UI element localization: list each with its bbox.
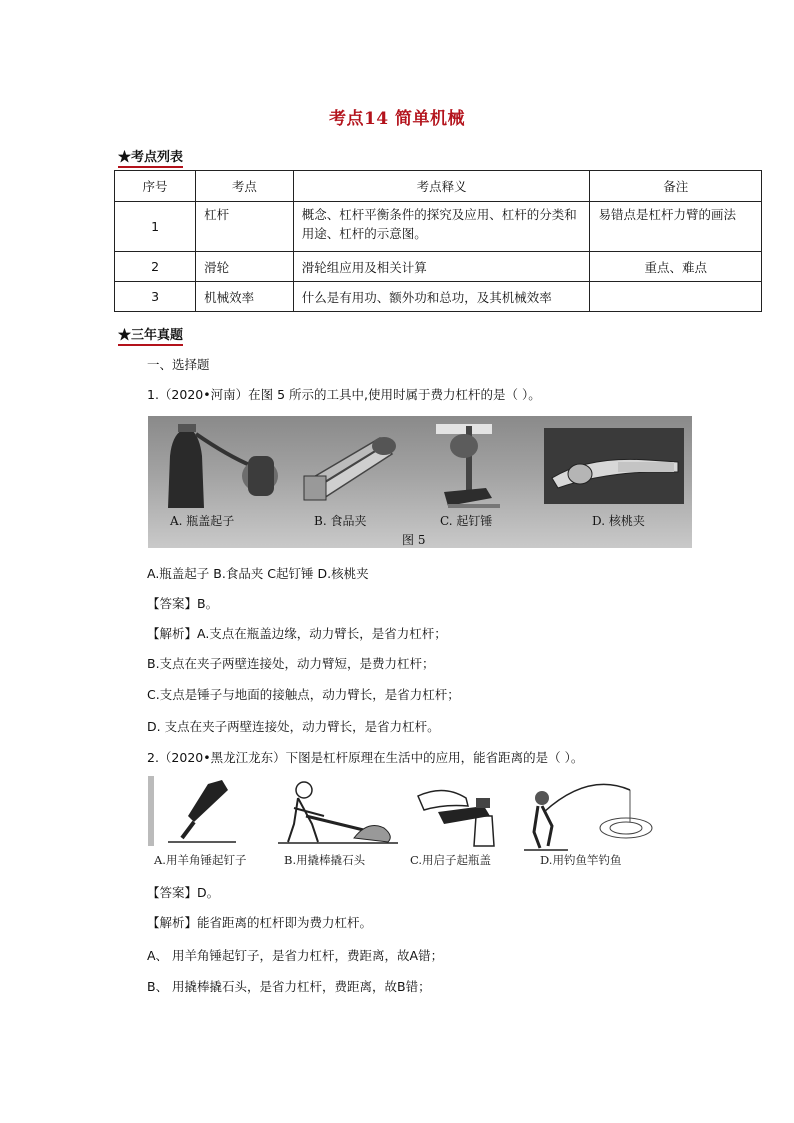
fishing-rod-drawing [524, 784, 652, 850]
figure-caption: B.用撬棒撬石头 [284, 853, 366, 867]
cell-desc: 概念、杠杆平衡条件的探究及应用、杠杆的分类和用途、杠杆的示意图。 [293, 202, 590, 252]
col-header-note: 备注 [590, 171, 762, 202]
question-1-stem: 1.（2020•河南）在图 5 所示的工具中,使用时属于费力杠杆的是（ ）。 [147, 387, 541, 402]
figure-5-photo [148, 416, 692, 548]
part-heading: 一、选择题 [147, 357, 210, 372]
figure-caption: D. 核桃夹 [592, 514, 645, 528]
question-1-analysis: B.支点在夹子两壁连接处，动力臂短，是费力杠杆； [147, 656, 435, 671]
food-tongs-image [304, 437, 396, 500]
question-1-analysis: 【解析】A.支点在瓶盖边缘，动力臂长，是省力杠杆； [147, 626, 447, 641]
crowbar-drawing [278, 782, 398, 843]
cell-desc: 什么是有用功、额外功和总功，及其机械效率 [293, 282, 590, 312]
question-2-stem: 2.（2020•黑龙江龙东）下图是杠杆原理在生活中的应用，能省距离的是（ ）。 [147, 750, 584, 765]
col-header-desc: 考点释义 [293, 171, 590, 202]
question-1-answer: 【答案】B。 [147, 596, 219, 611]
nutcracker-image [544, 428, 684, 504]
page-title: 考点14 简单机械 [328, 109, 466, 129]
question-2-analysis: B、 用撬棒撬石头，是省力杠杆，费距离，故B错； [147, 979, 431, 994]
claw-hammer-drawing [148, 776, 236, 846]
question-2-figure [148, 776, 654, 876]
cell-topic: 机械效率 [196, 282, 294, 312]
question-2-answer: 【答案】D。 [147, 885, 220, 900]
topics-table [114, 170, 762, 312]
question-1-analysis: D. 支点在夹子两壁连接处，动力臂长，是省力杠杆。 [147, 719, 440, 734]
table-row [115, 282, 762, 312]
table-row [115, 202, 762, 252]
cell-note: 易错点是杠杆力臂的画法 [590, 202, 762, 252]
section-label-list: ★考点列表 [118, 146, 183, 168]
question-2-analysis: A、 用羊角锤起钉子，是省力杠杆，费距离，故A错； [147, 948, 444, 963]
cell-topic: 杠杆 [196, 202, 294, 252]
col-header-no: 序号 [115, 171, 196, 202]
question-1-analysis: C.支点是锤子与地面的接触点，动力臂长，是省力杠杆； [147, 687, 460, 702]
cell-note [590, 282, 762, 312]
table-row [115, 252, 762, 282]
figure-caption: A. 瓶盖起子 [170, 514, 235, 528]
question-1-options: A.瓶盖起子 B.食品夹 C起钉锤 D.核桃夹 [147, 566, 369, 581]
claw-hammer-image [436, 424, 500, 508]
cell-no: 2 [115, 252, 196, 282]
figure-caption: D.用钓鱼竿钓鱼 [540, 853, 622, 867]
figure-caption: C.用启子起瓶盖 [410, 853, 492, 867]
cell-note: 重点、难点 [590, 252, 762, 282]
cell-no: 3 [115, 282, 196, 312]
question-2-analysis: 【解析】能省距离的杠杆即为费力杠杆。 [147, 915, 373, 930]
col-header-topic: 考点 [196, 171, 294, 202]
cell-topic: 滑轮 [196, 252, 294, 282]
bottle-opener-image [168, 424, 278, 508]
figure-label: 图 5 [402, 533, 426, 547]
figure-caption: A.用羊角锤起钉子 [154, 853, 247, 867]
figure-caption: C. 起钉锤 [440, 514, 493, 528]
bottle-opener-drawing [418, 790, 494, 846]
table-header-row [115, 171, 762, 202]
figure-caption: B. 食品夹 [314, 514, 367, 528]
cell-desc: 滑轮组应用及相关计算 [293, 252, 590, 282]
cell-no: 1 [115, 202, 196, 252]
section-label-exam: ★三年真题 [118, 324, 183, 346]
